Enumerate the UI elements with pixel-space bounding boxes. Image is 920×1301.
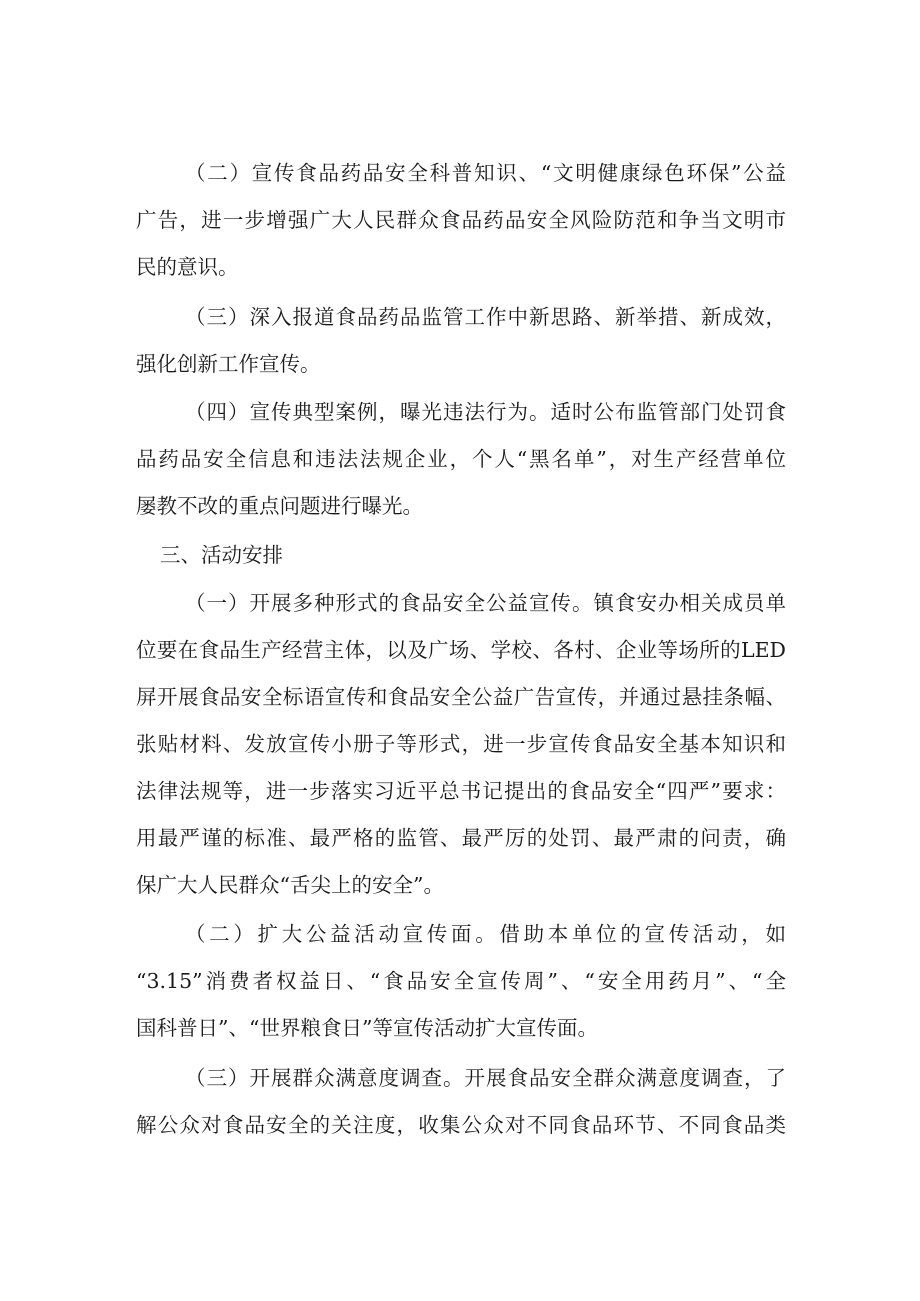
paragraph-5-line-5: 法律法规等，进一步落实习近平总书记提出的食品安全“四严”要求： xyxy=(136,779,786,803)
paragraph-6-line-1: （二）扩大公益活动宣传面。借助本单位的宣传活动，如 xyxy=(185,922,786,946)
paragraph-5-line-2: 位要在食品生产经营主体，以及广场、学校、各村、企业等场所的LED xyxy=(136,638,786,662)
paragraph-5-line-6: 用最严谨的标准、最严格的监管、最严厉的处罚、最严肃的问责，确 xyxy=(136,826,786,850)
paragraph-4-line-3: 屡教不改的重点问题进行曝光。 xyxy=(136,494,423,518)
paragraph-4-line-1: （四）宣传典型案例，曝光违法行为。适时公布监管部门处罚食 xyxy=(185,400,786,424)
paragraph-6-line-3: 国科普日”、“世界粮食日”等宣传活动扩大宣传面。 xyxy=(136,1016,598,1040)
section-heading: 三、活动安排 xyxy=(160,543,283,567)
paragraph-4-line-2: 品药品安全信息和违法法规企业，个人“黑名单”，对生产经营单位 xyxy=(136,447,786,471)
paragraph-3-line-2: 强化创新工作宣传。 xyxy=(136,352,321,376)
paragraph-5-line-4: 张贴材料、发放宣传小册子等形式，进一步宣传食品安全基本知识和 xyxy=(136,732,786,756)
paragraph-7-line-1: （三）开展群众满意度调查。开展食品安全群众满意度调查，了 xyxy=(185,1066,786,1090)
paragraph-5-line-7: 保广大人民群众“舌尖上的安全”。 xyxy=(136,873,444,897)
paragraph-3-line-1: （三）深入报道食品药品监管工作中新思路、新举措、新成效， xyxy=(185,305,786,329)
paragraph-2-line-3: 民的意识。 xyxy=(136,255,239,279)
paragraph-5-line-3: 屏开展食品安全标语宣传和食品安全公益广告宣传，并通过悬挂条幅、 xyxy=(136,685,786,709)
paragraph-7-line-2: 解公众对食品安全的关注度，收集公众对不同食品环节、不同食品类 xyxy=(136,1113,786,1137)
paragraph-6-line-2: “3.15”消费者权益日、“食品安全宣传周”、“安全用药月”、“全 xyxy=(136,969,786,993)
paragraph-2-line-2: 广告，进一步增强广大人民群众食品药品安全风险防范和争当文明市 xyxy=(136,208,786,232)
paragraph-2-line-1: （二）宣传食品药品安全科普知识、“文明健康绿色环保”公益 xyxy=(185,161,786,185)
paragraph-5-line-1: （一）开展多种形式的食品安全公益宣传。镇食安办相关成员单 xyxy=(185,591,786,615)
